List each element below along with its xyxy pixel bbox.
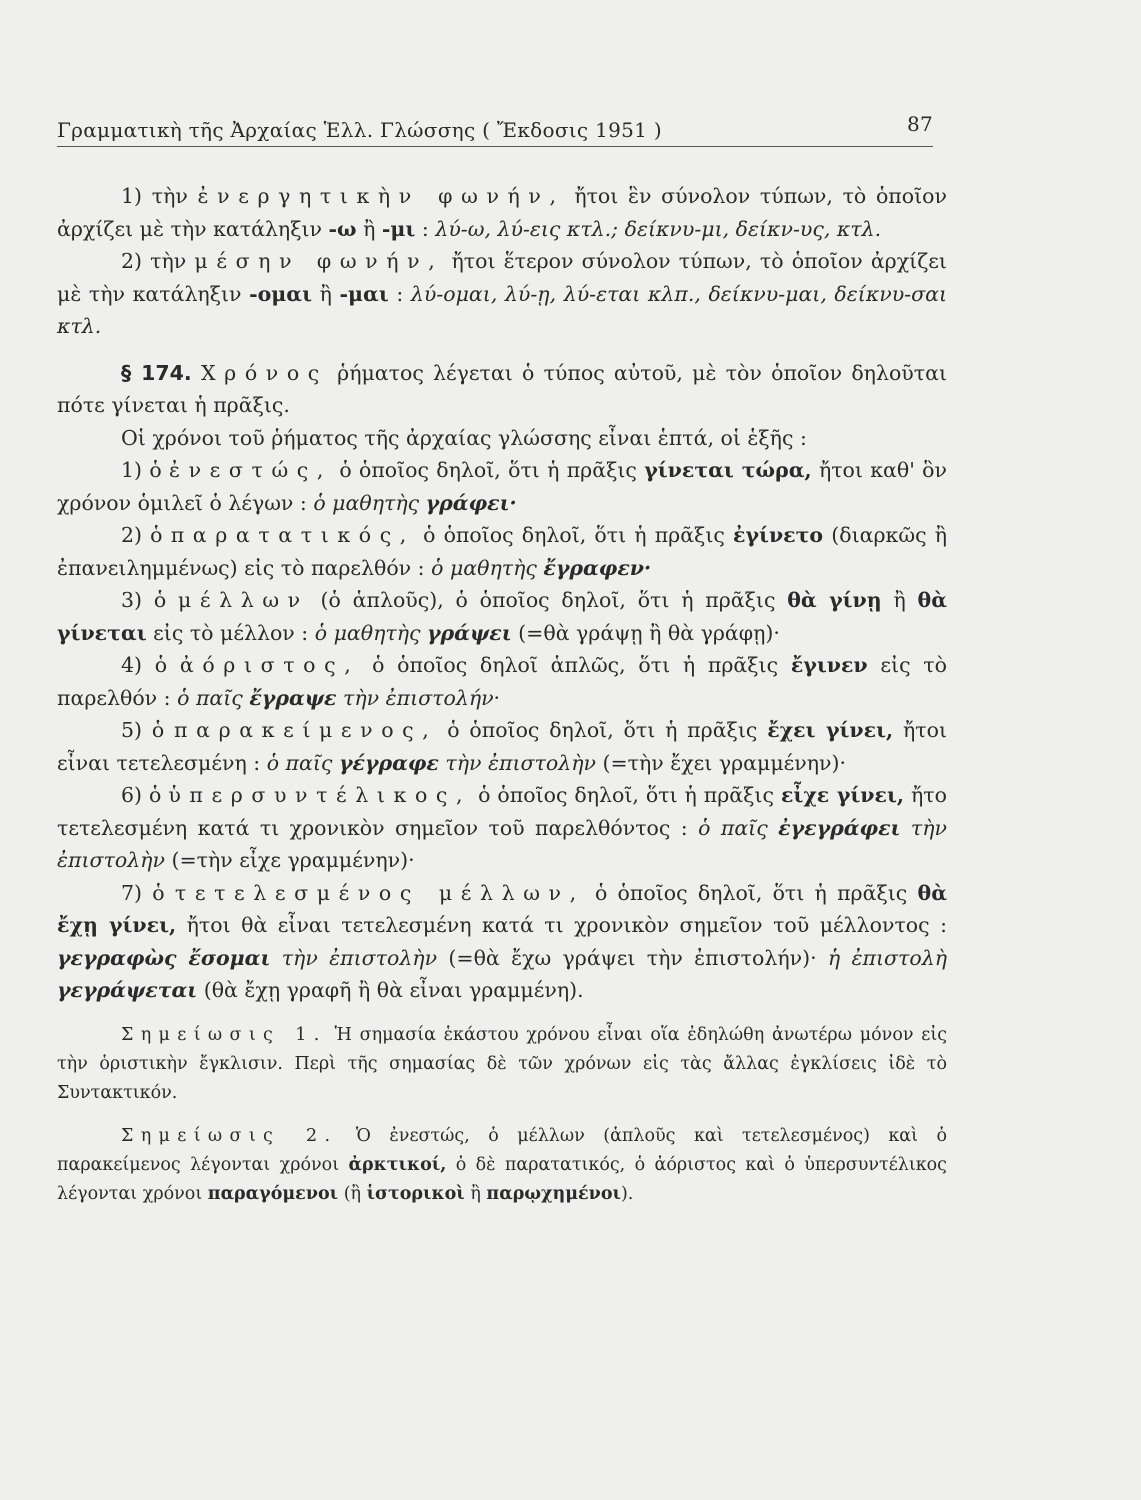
tense-future-perfect: 7) ὁ τετελεσμένος μέλλων, ὁ ὁποῖος δηλοῖ, ὅτι ἡ πρᾶξις θὰ ἔχῃ γίνει, ἤτοι θὰ εἶναι τετελεσμένη κατά τι χρονικὸν σημεῖον τοῦ μέλλοντος : γεγραφὼς ἔσομαι τὴν ἐπιστολὴν (=θὰ ἔχω γράψει τὴν ἐπιστολήν)· ἡ ἐπιστολὴ γεγράψεται (θὰ ἔχῃ γραφῆ ἢ θὰ εἶναι γραμμένη). [57,880,947,1002]
paragraph-middle-voice: 2) τὴν μέσην φωνήν, ἤτοι ἕτερον σύνολον τύπων, τὸ ὁποῖον ἀρχίζει μὲ τὴν κατάληξιν -ομαι ἢ -μαι : λύ-ομαι, λύ-ῃ, λύ-εται κλπ., δείκνυ-μαι, δείκνυ-σαι κτλ. [57,249,947,338]
section-number: § 174. [121,360,192,385]
page-body [57,180,947,1209]
section-174: § 174. Χρόνος ῥήματος λέγεται ὁ τύπος αὐτοῦ, μὲ τὸν ὁποῖον δηλοῦται πότε γίνεται ἡ πρᾶξις. [57,360,947,417]
tense-pluperfect: 6) ὁ ὑπερσυντέλικος, ὁ ὁποῖος δηλοῖ, ὅτι ἡ πρᾶξις εἶχε γίνει, ἤτο τετελεσμένη κατά τι χρονικὸν σημεῖον τοῦ παρελθόντος : ὁ παῖς ἐγεγράφει τὴν ἐπιστολὴν (=τὴν εἶχε γραμμένην)· [57,783,947,872]
header-rule [57,146,933,147]
tense-imperfect: 2) ὁ παρατατικός, ὁ ὁποῖος δηλοῖ, ὅτι ἡ πρᾶξις ἐγίνετο (διαρκῶς ἢ ἐπανειλημμένως) εἰς τὸ παρελθόν : ὁ μαθητὴς ἔγραφεν· [57,523,947,580]
term-tense: Χρόνος [200,360,328,385]
tense-perfect: 5) ὁ παρακείμενος, ὁ ὁποῖος δηλοῖ, ὅτι ἡ πρᾶξις ἔχει γίνει, ἤτοι εἶναι τετελεσμένη : ὁ παῖς γέγραφε τὴν ἐπιστολὴν (=τὴν ἔχει γραμμένην)· [57,718,947,775]
paragraph-active-voice: 1) τὴν ἐνεργητικὴν φωνήν, ἤτοι ἓν σύνολον τύπων, τὸ ὁποῖον ἀρχίζει μὲ τὴν κατάληξιν -ω ἢ -μι : λύ-ω, λύ-εις κτλ.; δείκνυ-μι, δείκν-υς, κτλ. [57,184,947,241]
term-middle-voice: μέσην φωνήν, [194,249,444,273]
page-number: 87 [906,112,933,136]
tenses-intro: Οἱ χρόνοι τοῦ ῥήματος τῆς ἀρχαίας γλώσσης εἶναι ἑπτά, οἱ ἑξῆς : [121,425,807,450]
note-1-label: Σημείωσις 1. [121,1024,327,1045]
term-active-voice: ἐνεργητικὴν φωνήν, [197,184,565,208]
header-title: Γραμματικὴ τῆς Ἀρχαίας Ἑλλ. Γλώσσης ( Ἔκδοσις 1951 ) [57,118,662,142]
notes [57,1021,947,1209]
tense-future: 3) ὁ μέλλων (ὁ ἁπλοῦς), ὁ ὁποῖος δηλοῖ, ὅτι ἡ πρᾶξις θὰ γίνῃ ἢ θὰ γίνεται εἰς τὸ μέλλον : ὁ μαθητὴς γράψει (=θὰ γράψῃ ἢ θὰ γράφῃ)· [57,588,947,645]
tense-aorist: 4) ὁ ἀόριστος, ὁ ὁποῖος δηλοῖ ἁπλῶς, ὅτι ἡ πρᾶξις ἔγινεν εἰς τὸ παρελθόν : ὁ παῖς ἔγραψε τὴν ἐπιστολήν· [57,653,947,710]
note-2-label: Σημείωσις 2. [121,1125,338,1146]
running-header [57,112,933,146]
note-1: Σημείωσις 1. Ἡ σημασία ἑκάστου χρόνου εἶναι οἵα ἐδηλώθη ἀνωτέρω μόνον εἰς τὴν ὁριστικὴν ἔγκλισιν. Περὶ τῆς σημασίας δὲ τῶν χρόνων εἰς τὰς ἄλλας ἐγκλίσεις ἰδὲ τὸ Συντακτικόν. [57,1024,947,1103]
tense-present: 1) ὁ ἐνεστώς, ὁ ὁποῖος δηλοῖ, ὅτι ἡ πρᾶξις γίνεται τώρα, ἤτοι καθ' ὃν χρόνον ὁμιλεῖ ὁ λέγων : ὁ μαθητὴς γράφει· [57,458,947,515]
note-2: Σημείωσις 2. Ὁ ἐνεστώς, ὁ μέλλων (ἁπλοῦς καὶ τετελεσμένος) καὶ ὁ παρακείμενος λέγονται χρόνοι ἀρκτικοί, ὁ δὲ παρατατικός, ὁ ἀόριστος καὶ ὁ ὑπερσυντέλικος λέγονται χρόνοι παραγόμενοι (ἢ ἱστορικοὶ ἢ παρῳχημένοι). [57,1125,947,1204]
